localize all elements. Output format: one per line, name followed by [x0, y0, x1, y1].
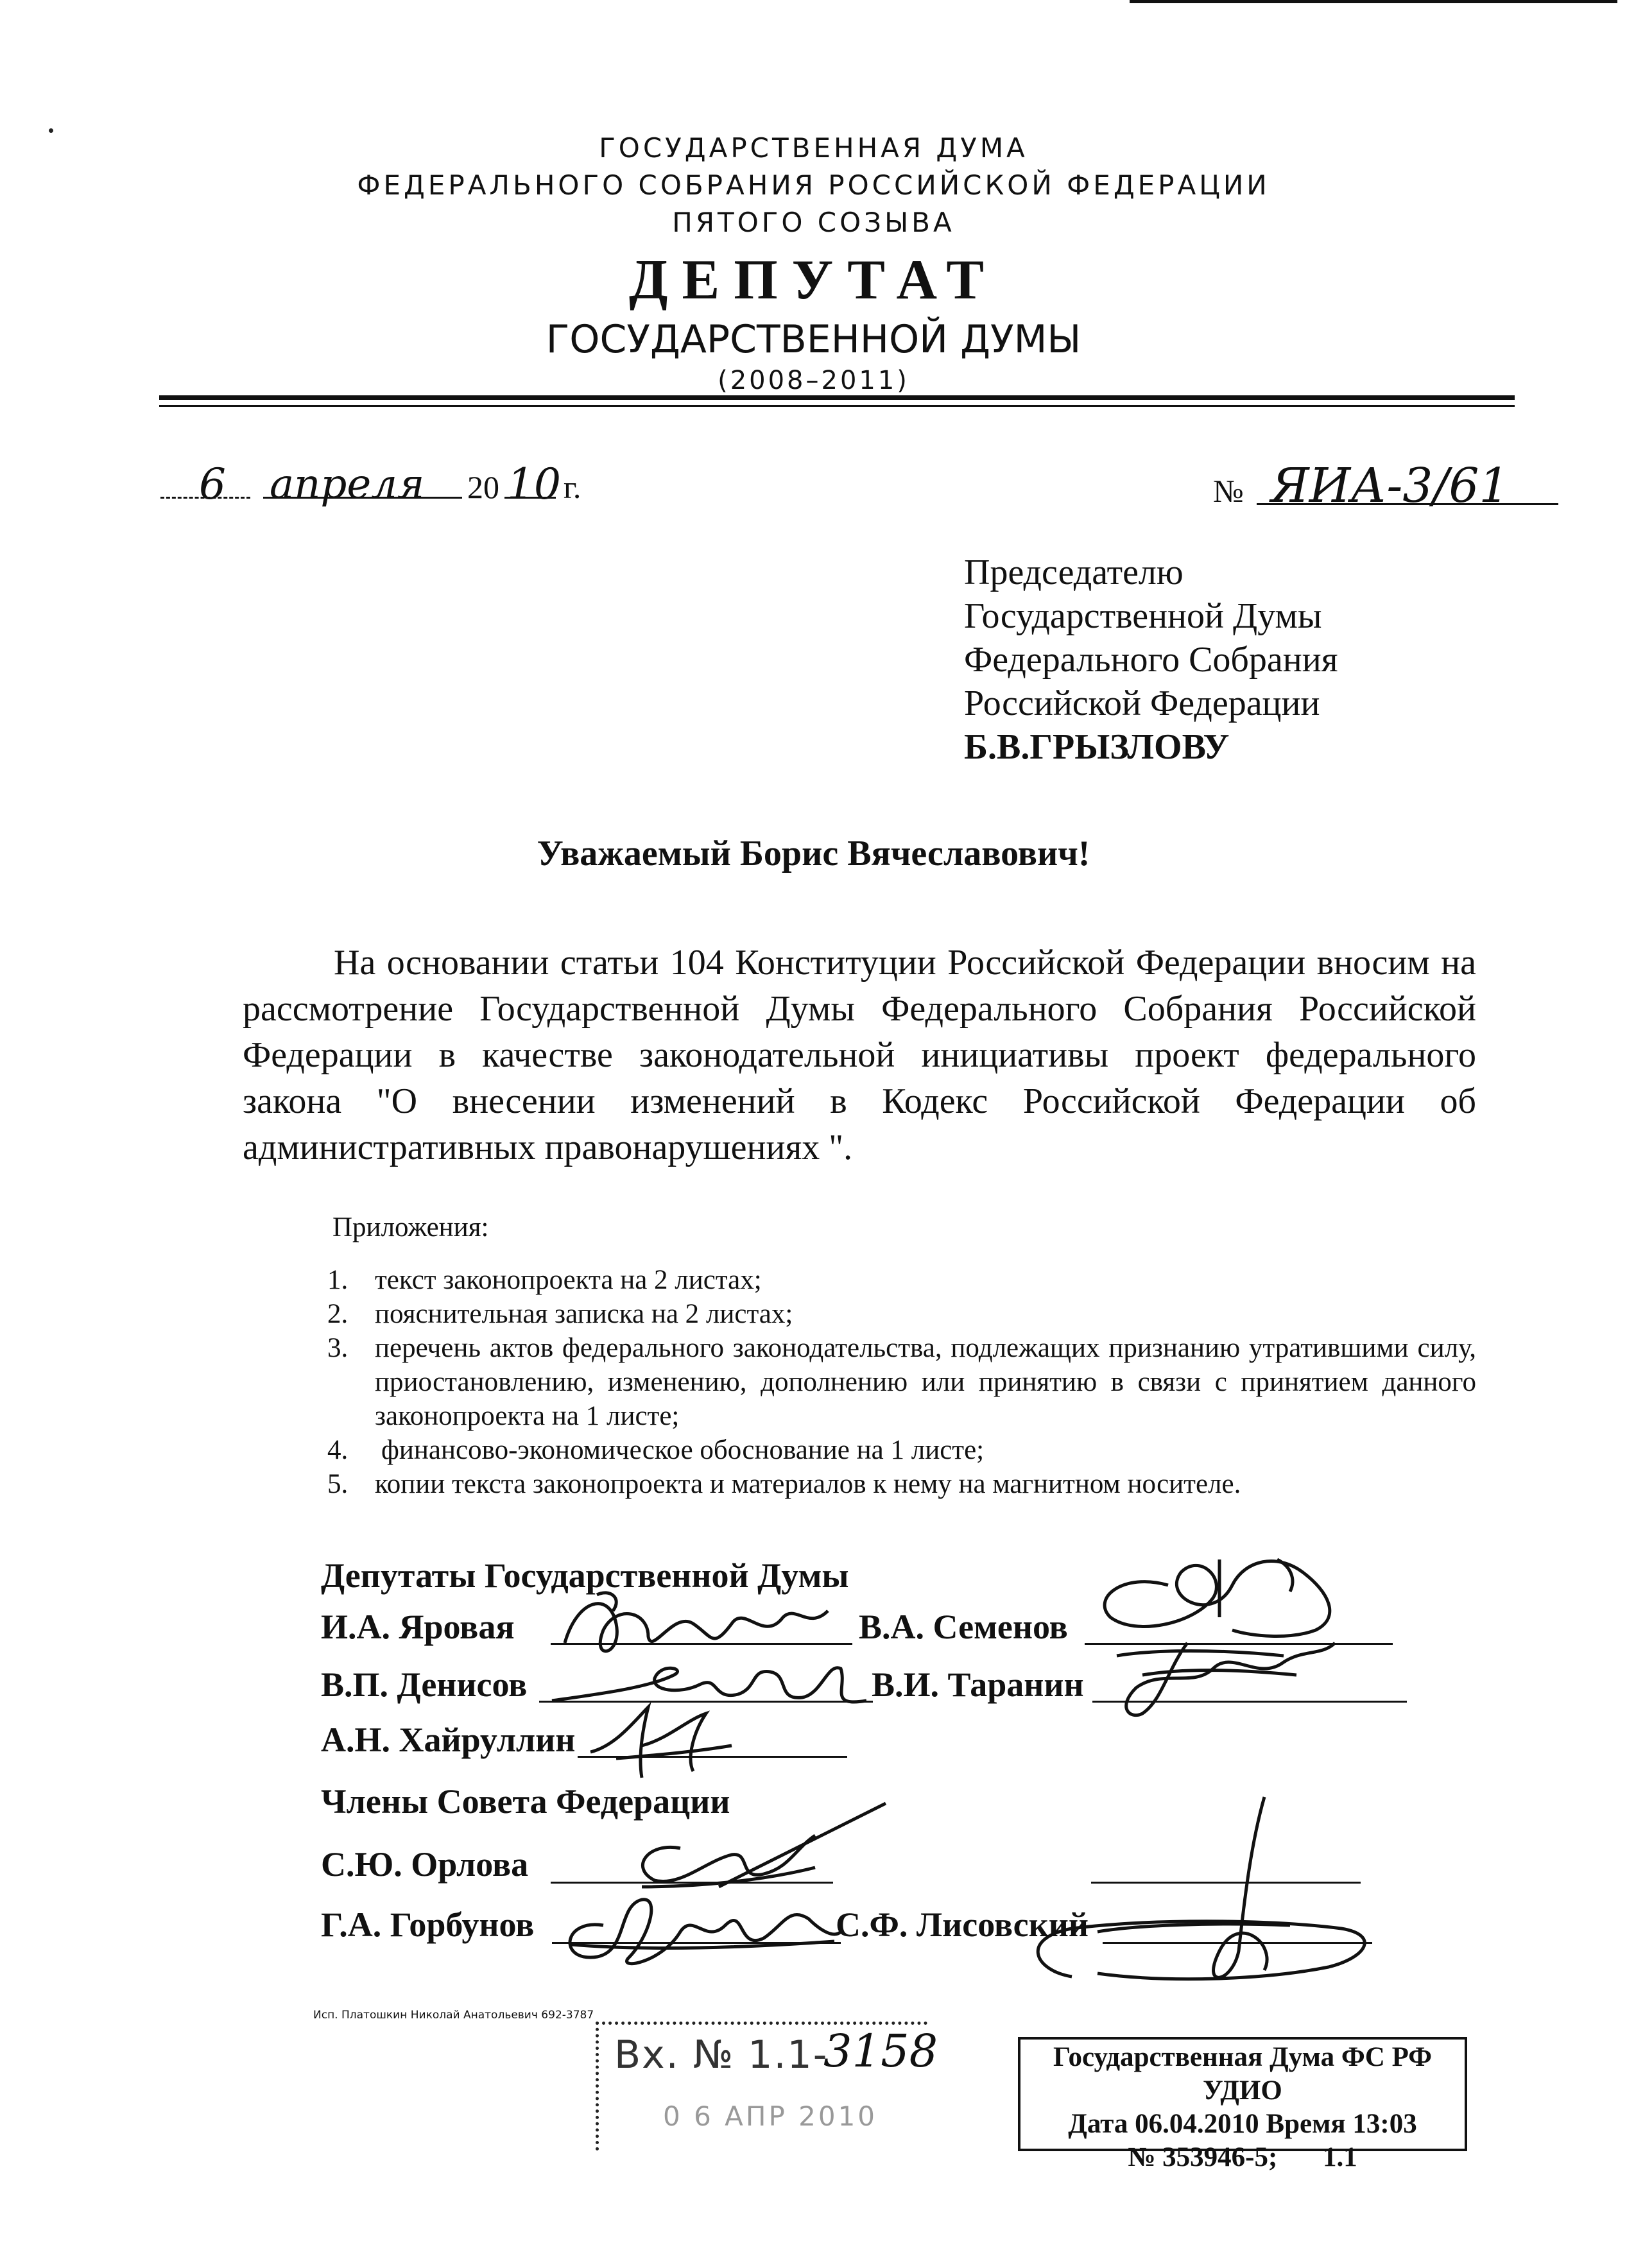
signature-gorbunov	[552, 1880, 847, 1977]
signer-yarovaya: И.А. Яровая	[321, 1608, 515, 1646]
header-subtitle: ГОСУДАРСТВЕННОЙ ДУМЫ	[546, 317, 1081, 362]
attachment-num: 4.	[327, 1435, 349, 1465]
salutation: Уважаемый Борис Вячеславович!	[537, 834, 1090, 873]
signature-taranin	[1091, 1630, 1348, 1720]
incoming-stamp-number: 3158	[823, 2025, 938, 2077]
attachments-title: Приложения:	[332, 1212, 489, 1242]
signature-semenov	[1085, 1547, 1354, 1643]
signer-taranin: В.И. Таранин	[872, 1665, 1084, 1704]
attachments-list	[327, 1263, 1476, 1501]
signer-semenov: В.А. Семенов	[859, 1608, 1068, 1646]
attachment-item	[327, 1433, 1476, 1467]
date-g: г.	[564, 469, 581, 505]
executor-note: Исп. Платошкин Николай Анатольевич 692-3787	[313, 2009, 594, 2022]
header-line-3: ПЯТОГО СОЗЫВА	[672, 207, 955, 238]
scan-edge-mark	[1130, 0, 1617, 3]
incoming-stamp-date: 0 6 АПР 2010	[663, 2100, 878, 2132]
attachment-num: 5.	[327, 1469, 349, 1499]
addressee-line-2: Государственной Думы	[964, 596, 1322, 636]
registry-stamp-line-3	[1020, 2141, 1465, 2174]
number-label: №	[1213, 473, 1244, 509]
signer-gorbunov: Г.А. Горбунов	[321, 1905, 535, 1944]
signature-khayrullin	[578, 1694, 745, 1784]
registry-stamp-version: 1.1	[1323, 2142, 1357, 2172]
date-day: 6	[199, 460, 226, 509]
signature-lisovsky	[1008, 1791, 1393, 1996]
header-line-2: ФЕДЕРАЛЬНОГО СОБРАНИЯ РОССИЙСКОЙ ФЕДЕРАЦИИ	[357, 169, 1270, 201]
attachment-item	[327, 1297, 1476, 1331]
council-title: Члены Совета Федерации	[321, 1782, 730, 1821]
header-line-1: ГОСУДАРСТВЕННАЯ ДУМА	[599, 132, 1028, 164]
attachment-item	[327, 1331, 1476, 1433]
attachment-num: 3.	[327, 1333, 349, 1363]
header-title: ДЕПУТАТ	[628, 249, 999, 311]
date-year-suffix: 10	[507, 460, 561, 509]
signer-orlova: С.Ю. Орлова	[321, 1845, 529, 1884]
addressee-name: Б.В.ГРЫЗЛОВУ	[964, 727, 1230, 767]
addressee-line-3: Федерального Собрания	[964, 640, 1338, 680]
attachment-num: 1.	[327, 1265, 349, 1295]
attachment-text: перечень актов федерального законодательства, подлежащих признанию утратившими силу, приостановлению, изменению, дополнению или принятию в связи с принятием данного законопроекта на 1 листе;	[375, 1333, 1476, 1431]
registry-stamp-line-1: Государственная Дума ФС РФ УДИО	[1053, 2042, 1433, 2106]
registry-stamp-line-2: Дата 06.04.2010 Время 13:03	[1068, 2109, 1417, 2139]
number-value: ЯИА-3/61	[1271, 458, 1510, 513]
registry-stamp-number: № 353946-5;	[1128, 2142, 1278, 2172]
header-years: (2008–2011)	[718, 366, 909, 395]
outgoing-number	[1213, 458, 1572, 521]
incoming-stamp	[596, 2022, 938, 2151]
attachment-text: текст законопроекта на 2 листах;	[375, 1265, 762, 1295]
deputies-title: Депутаты Государственной Думы	[321, 1556, 849, 1595]
header-rule-thick	[159, 395, 1515, 400]
attachment-item	[327, 1467, 1476, 1501]
signer-lisovsky: С.Ф. Лисовский	[836, 1905, 1089, 1944]
signer-khayrullin: А.Н. Хайруллин	[321, 1721, 576, 1759]
date-line	[160, 460, 610, 515]
attachment-text: пояснительная записка на 2 листах;	[375, 1299, 793, 1329]
header-rule-thin	[159, 405, 1515, 407]
addressee-block	[964, 551, 1338, 769]
signer-denisov: В.П. Денисов	[321, 1665, 528, 1704]
attachment-text: копии текста законопроекта и материалов к нему на магнитном носителе.	[375, 1469, 1241, 1499]
attachment-num: 2.	[327, 1299, 349, 1329]
attachment-text: финансово-экономическое обоснование на 1 листе;	[381, 1435, 985, 1465]
body-paragraph: На основании статьи 104 Конституции Российской Федерации вносим на рассмотрение Государственной Думы Федерального Собрания Российской Федерации в качестве законодательной инициативы проект федерального закона "О внесении изменений в Кодекс Российской Федерации об административных правонарушениях ".	[243, 943, 1476, 1167]
incoming-stamp-label: Вх. № 1.1-	[614, 2032, 829, 2077]
date-year-prefix: 20	[467, 469, 499, 505]
addressee-line-4: Российской Федерации	[964, 683, 1320, 723]
date-month: апреля	[270, 461, 425, 508]
registry-stamp	[1018, 2037, 1467, 2172]
attachment-item	[327, 1263, 1476, 1297]
addressee-line-1: Председателю	[964, 553, 1184, 592]
